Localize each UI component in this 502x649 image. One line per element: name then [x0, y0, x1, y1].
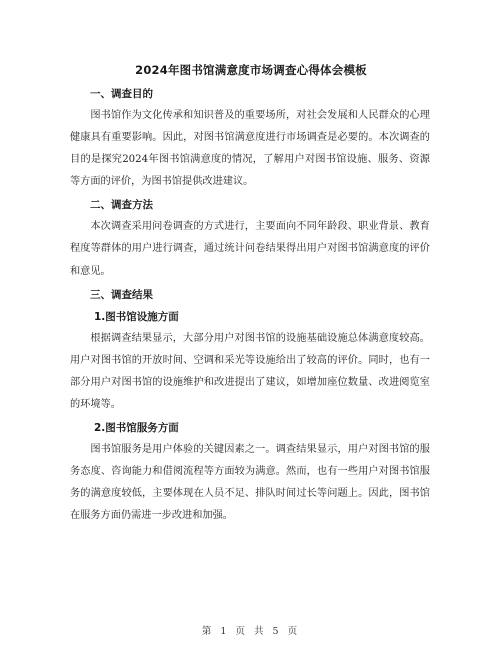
document-body — [70, 83, 430, 528]
subsection-paragraph-facilities: 根据调查结果显示，大部分用户对图书馆的设施基础设施总体满意度较高。用户对图书馆的开放时间、空调和采光等设施给出了较高的评价。同时，也有一部分用户对图书馆的设施维护和改进提出了建议，如增加座位数量、改进阅览室的环境等。 — [70, 332, 430, 410]
page-footer: 第 1 页 共 5 页 — [201, 626, 301, 637]
subsection-heading-facilities: 1.图书馆设施方面 — [94, 310, 179, 323]
section-heading-method: 二、调查方法 — [90, 199, 153, 212]
subsection-paragraph-services: 图书馆服务是用户体验的关键因素之一。调查结果显示，用户对图书馆的服务态度、咨询能力和借阅流程等方面较为满意。然而，也有一些用户对图书馆服务的满意度较低，主要体现在人员不足、排队时间过长等问题上。因此，图书馆在服务方面仍需进一步改进和加强。 — [70, 444, 430, 522]
section-heading-results: 三、调查结果 — [90, 288, 153, 301]
subsection-heading-services: 2.图书馆服务方面 — [94, 422, 179, 435]
section-heading-purpose: 一、调查目的 — [90, 88, 153, 100]
section-paragraph-purpose: 图书馆作为文化传承和知识普及的重要场所，对社会发展和人民群众的心理健康具有重要影响。因此，对图书馆满意度进行市场调查是必要的。本次调查的目的是探究2024年图书馆满意度的情况，了解用户对图书馆设施、服务、资源等方面的评价，为图书馆提供改进建议。 — [70, 110, 430, 188]
document-title: 2024年图书馆满意度市场调查心得体会模板 — [135, 63, 367, 77]
section-paragraph-method: 本次调查采用问卷调查的方式进行，主要面向不同年龄段、职业背景、教育程度等群体的用户进行调查，通过统计问卷结果得出用户对图书馆满意度的评价和意见。 — [70, 221, 430, 277]
